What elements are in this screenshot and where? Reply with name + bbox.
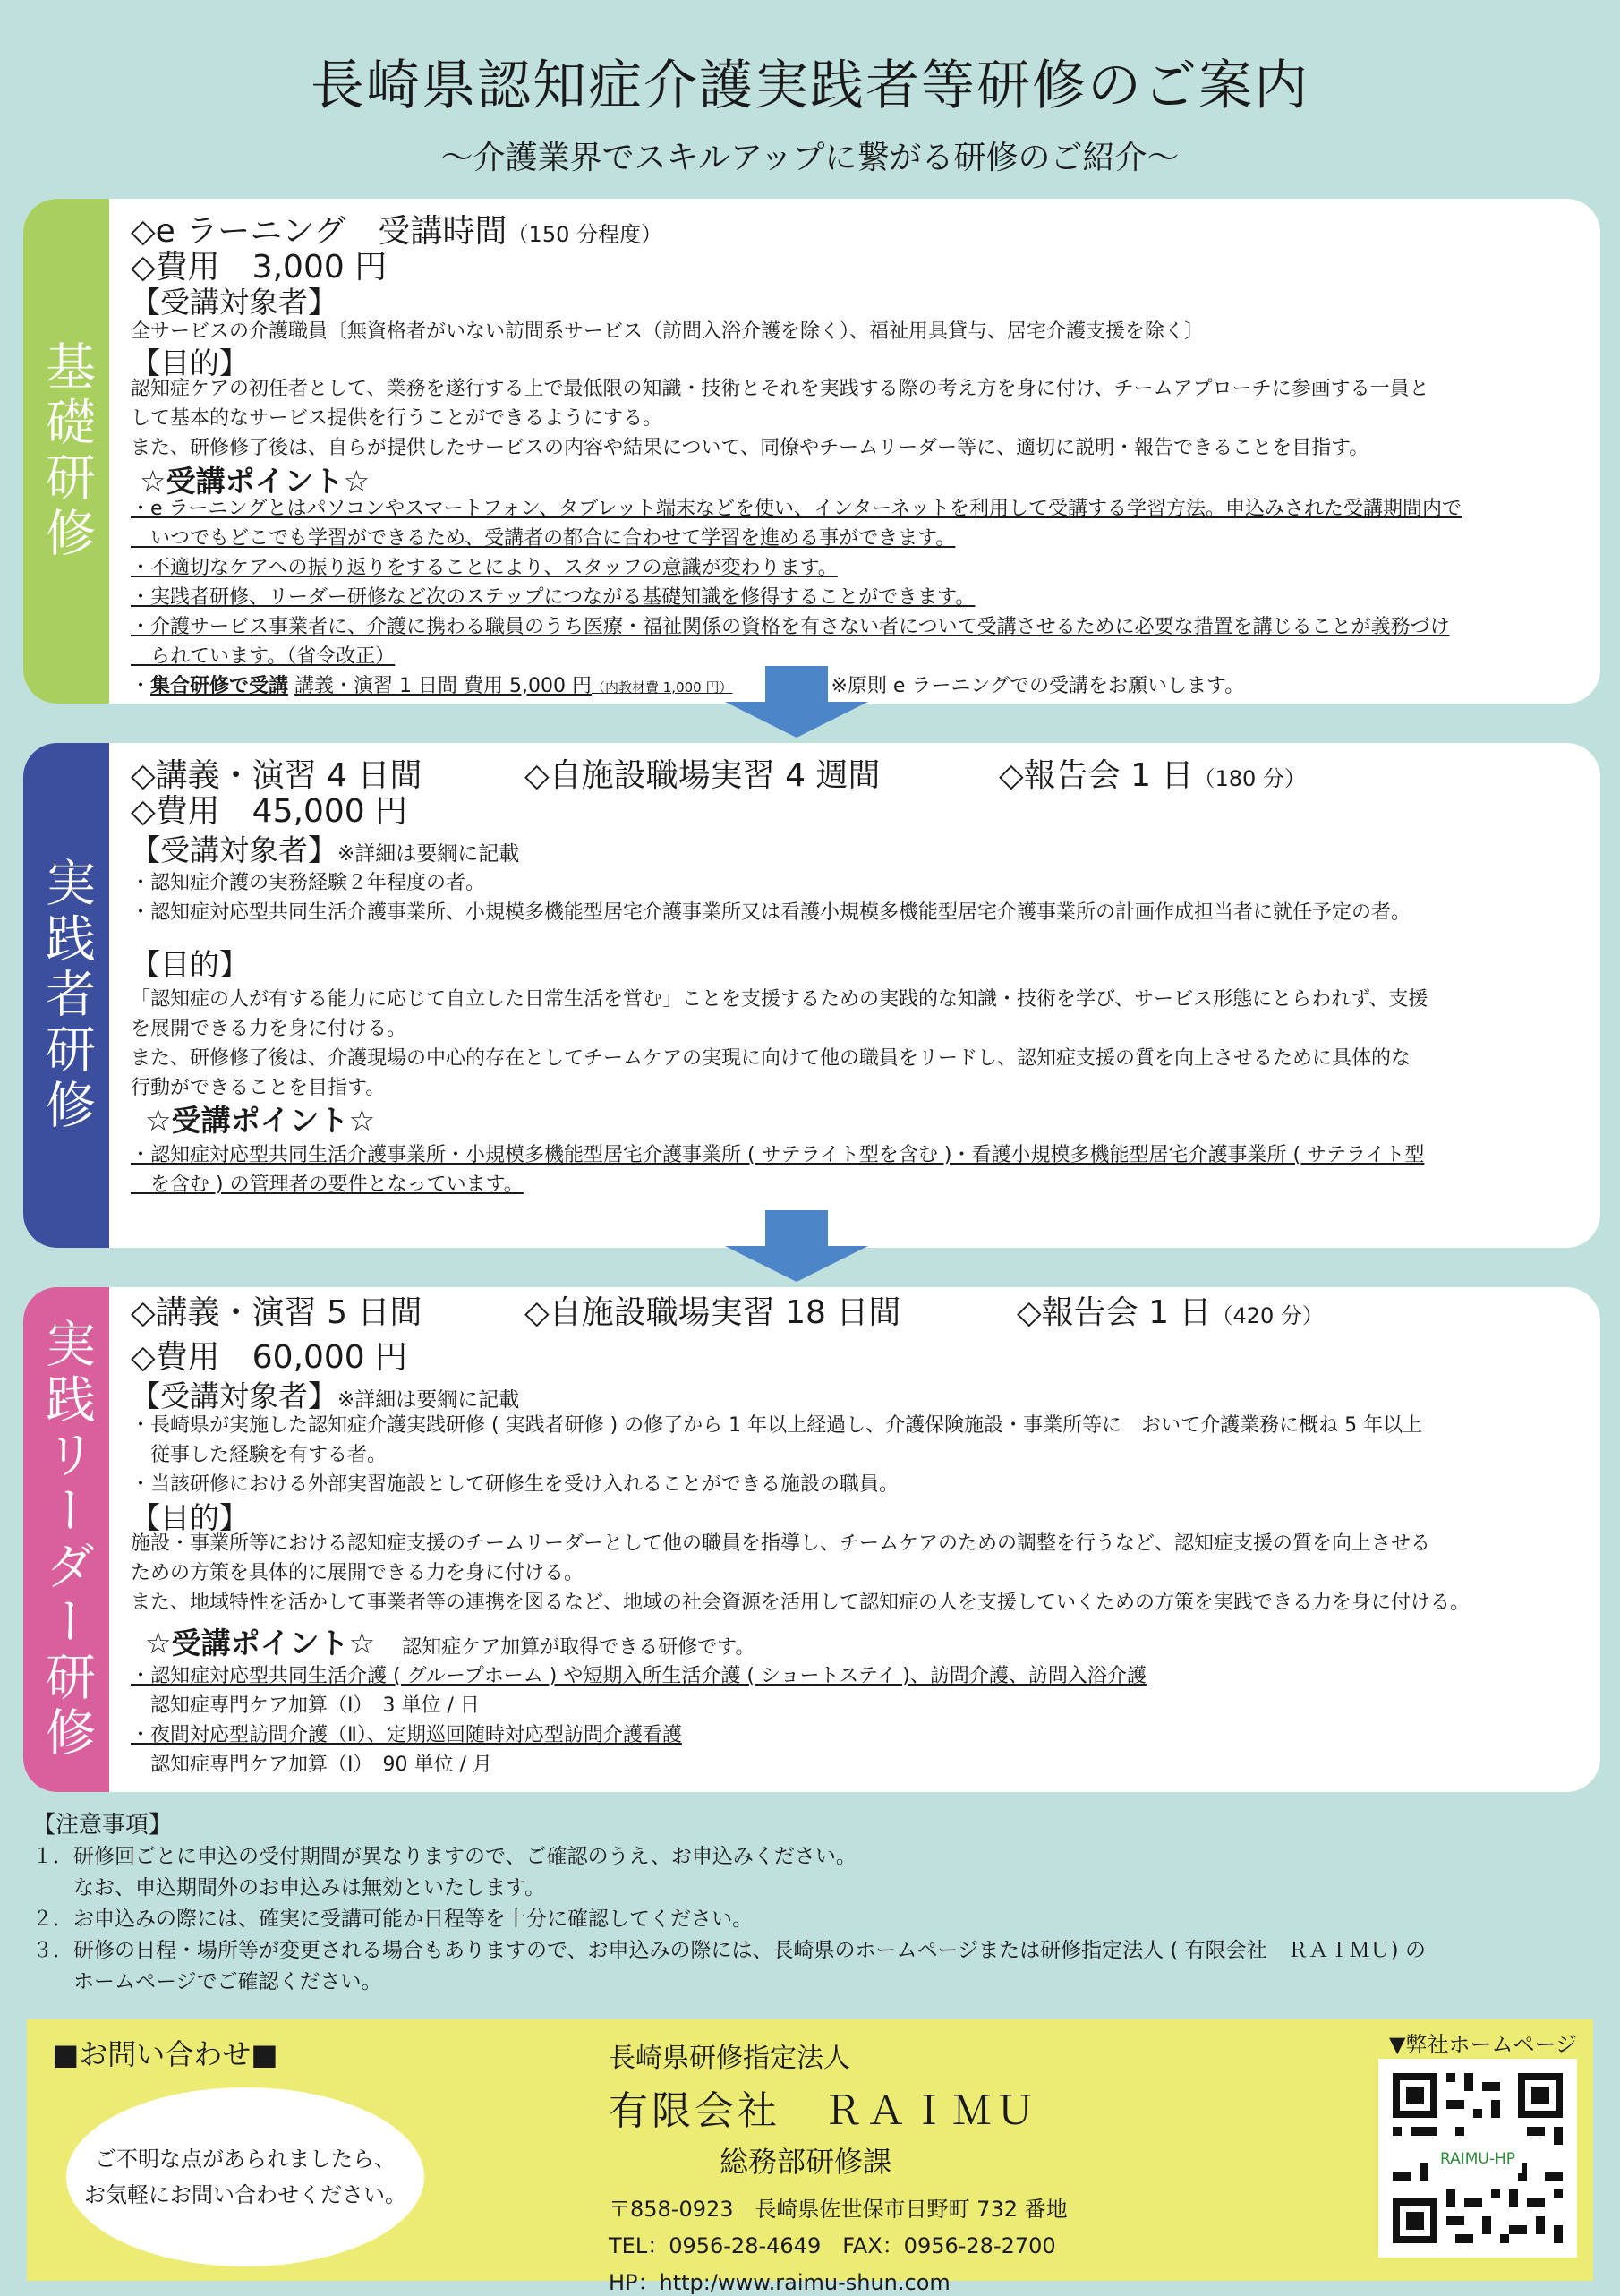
practitioner-target-heading: [131, 827, 519, 869]
leader-report: [1017, 1287, 1324, 1333]
basic-points-heading: ☆受講ポイント☆: [140, 464, 371, 499]
practitioner-target-note: ※詳細は要綱に記載: [337, 842, 520, 866]
basic-band-label: 基礎研修: [38, 340, 96, 562]
leader-point-2: ・夜間対応型訪問介護（Ⅱ）、定期巡回随時対応型訪問介護看護: [131, 1724, 682, 1746]
practitioner-band: [23, 743, 109, 1248]
section-basic: [23, 199, 1600, 704]
leader-points-label: ☆受講ポイント☆: [145, 1626, 376, 1660]
leader-fee: ◇費用 60,000 円: [131, 1339, 408, 1376]
section-leader: [23, 1287, 1600, 1792]
leader-content: [131, 1287, 1582, 1792]
practitioner-lecture: ◇講義・演習 4 日間: [131, 757, 422, 794]
basic-group-small: （内教材費 1,000 円）: [591, 679, 733, 696]
company-tel: TEL：0956-28-4649 FAX：0956-28-2700: [609, 2233, 1056, 2258]
section-practitioner: [23, 743, 1600, 1248]
basic-point-2: ・不適切なケアへの振り返りをすることにより、スタッフの意識が変わります。: [131, 557, 838, 579]
leader-target-label: 【受講対象者】: [131, 1378, 337, 1413]
qr-code-icon: [1378, 2059, 1577, 2258]
basic-group-text: 講義・演習 1 日間 費用 5,000 円: [294, 675, 592, 697]
contact-message-bubble: [66, 2087, 424, 2266]
basic-group-training: [131, 671, 1244, 703]
basic-elearning-label: ◇e ラーニング 受講時間: [131, 213, 507, 250]
practitioner-purpose-2: を展開できる力を身に付ける。: [131, 1018, 407, 1040]
basic-purpose-heading: 【目的】: [131, 346, 249, 380]
company-hp-link[interactable]: HP：http:/www.raimu-shun.com: [609, 2270, 951, 2295]
leader-report-time: （420 分）: [1211, 1303, 1324, 1328]
contact-message-1: ご不明な点があられましたら、: [95, 2147, 396, 2172]
contact-panel: [27, 2019, 1593, 2295]
leader-target-heading: [131, 1373, 519, 1415]
basic-point-3: ・実践者研修、リーダー研修など次のステップにつながる基礎知識を修得することができます。: [131, 586, 976, 609]
basic-purpose-3: また、研修修了後は、自らが提供したサービスの内容や結果について、同僚やチームリーダー等に、適切に説明・報告できることを目指す。: [131, 437, 1369, 459]
contact-title: ■お問い合わせ■: [52, 2037, 278, 2071]
notice-item-3: ３．研修の日程・場所等が変更される場合もありますので、お申込みの際には、長崎県のホームページまたは研修指定法人 ( 有限会社 ＲＡＩＭＵ) の: [32, 1939, 1426, 1962]
basic-group-bullet: ・: [131, 675, 151, 697]
basic-group-bold: 集合研修で受講: [150, 675, 289, 697]
notice-heading: 【注意事項】: [32, 1812, 173, 1839]
basic-content: [131, 199, 1582, 704]
basic-point-1b: いつでもどこでも学習ができるため、受講者の都合に合わせて学習を進める事ができます。: [131, 527, 956, 550]
notice-block: [32, 1810, 1426, 1998]
practitioner-point-1: ・認知症対応型共同生活介護事業所・小規模多機能型居宅介護事業所 ( サテライト型を含む )・看護小規模多機能型居宅介護事業所 ( サテライト型: [131, 1144, 1425, 1166]
practitioner-fee: ◇費用 45,000 円: [131, 793, 408, 830]
notice-item-1: １．研修回ごとに申込の受付期間が異なりますので、ご確認のうえ、お申込みください。: [32, 1845, 857, 1868]
basic-point-4: ・介護サービス事業者に、介護に携わる職員のうち医療・福祉関係の資格を有さない者について受講させるために必要な措置を講じることが義務づけ: [131, 616, 1450, 638]
company-address: 〒858-0923 長崎県佐世保市日野町 732 番地: [609, 2197, 1068, 2222]
practitioner-practicum: ◇自施設職場実習 4 週間: [524, 757, 881, 794]
practitioner-purpose-1: 「認知症の人が有する能力に応じて自立した日常生活を営む」ことを支援するための実践的な知識・技術を学び、サービス形態にとらわれず、支援: [131, 988, 1428, 1011]
notice-item-1b: なお、申込期間外のお申込みは無効といたします。: [32, 1876, 546, 1899]
basic-point-1: ・e ラーニングとはパソコンやスマートフォン、タブレット端末などを使い、インターネットを利用して受講する学習方法。申込みされた受講期間内で: [131, 498, 1462, 520]
practitioner-purpose-heading: 【目的】: [131, 947, 249, 982]
leader-band: [23, 1287, 109, 1792]
basic-target-text: 全サービスの介護職員〔無資格者がいない訪問系サービス（訪問入浴介護を除く）、福祉用具貸与、居宅介護支援を除く〕: [131, 320, 1205, 343]
basic-elearning-time: （150 分程度）: [507, 222, 662, 247]
notice-item-2: ２．お申込みの際には、確実に受講可能か日程等を十分に確認してください。: [32, 1908, 753, 1931]
leader-practicum: ◇自施設職場実習 18 日間: [524, 1294, 901, 1331]
basic-purpose-1: 認知症ケアの初任者として、業務を遂行する上で最低限の知識・技術とそれを実践する際の考え方を身に付け、チームアプローチに参画する一員と: [131, 378, 1429, 400]
practitioner-report: [999, 750, 1306, 796]
basic-point-4b: られています。（省令改正）: [131, 645, 396, 668]
leader-points-note: 認知症ケア加算が取得できる研修です。: [402, 1636, 755, 1659]
leader-point-2b: 認知症専門ケア加算（Ⅰ） 90 単位 / 月: [131, 1754, 492, 1776]
qr-label: ▼弊社ホームページ: [1389, 2032, 1577, 2057]
basic-target-heading: 【受講対象者】: [131, 285, 337, 320]
leader-lecture: ◇講義・演習 5 日間: [131, 1294, 422, 1331]
practitioner-report-label: ◇報告会 1 日: [999, 757, 1194, 794]
arrow-down-icon: [725, 666, 868, 738]
basic-group-note: ※原則 e ラーニングでの受講をお願いします。: [831, 675, 1245, 697]
leader-purpose-3: また、地域特性を活かして事業者等の連携を図るなど、地域の社会資源を活用して認知症の人を支援していくための方策を実践できる力を身に付ける。: [131, 1592, 1471, 1614]
practitioner-purpose-3: また、研修修了後は、介護現場の中心的存在としてチームケアの実現に向けて他の職員をリードし、認知症支援の質を向上させるために具体的な: [131, 1047, 1411, 1070]
qr-code[interactable]: [1378, 2059, 1577, 2258]
leader-target-note: ※詳細は要綱に記載: [337, 1388, 520, 1412]
practitioner-report-time: （180 分）: [1193, 766, 1306, 791]
arrow-down-icon-2: [725, 1210, 868, 1282]
leader-target-1b: 従事した経験を有する者。: [131, 1444, 388, 1466]
qr-text: RAIMU-HP: [1439, 2150, 1516, 2168]
leader-target-2: ・当該研修における外部実習施設として研修生を受け入れることができる施設の職員。: [131, 1473, 900, 1496]
page-title: 長崎県認知症介護実践者等研修のご案内: [311, 55, 1309, 117]
practitioner-target-1: ・認知症介護の実務経験２年程度の者。: [131, 872, 486, 894]
notice-item-3b: ホームページでご確認ください。: [32, 1970, 382, 1993]
company-info: [609, 2036, 1068, 2296]
practitioner-band-label: 実践者研修: [38, 857, 96, 1134]
leader-band-label: 実践リーダー研修: [38, 1318, 96, 1762]
company-org: 長崎県研修指定法人: [609, 2043, 850, 2074]
page-subtitle: ～介護業界でスキルアップに繋がる研修のご紹介～: [440, 140, 1180, 176]
leader-purpose-heading: 【目的】: [131, 1500, 249, 1535]
basic-purpose-2: して基本的なサービス提供を行うことができるようにする。: [131, 407, 663, 430]
leader-report-label: ◇報告会 1 日: [1017, 1294, 1212, 1331]
leader-points-heading: [145, 1620, 755, 1662]
practitioner-point-1b: を含む ) の管理者の要件となっています。: [131, 1174, 524, 1196]
practitioner-content: [131, 743, 1582, 1248]
leader-target-1: ・長崎県が実施した認知症介護実践研修 ( 実践者研修 ) の修了から 1 年以上経過し、介護保険施設・事業所等に おいて介護業務に概ね 5 年以上: [131, 1414, 1423, 1437]
leader-purpose-2: ための方策を具体的に展開できる力を身に付ける。: [131, 1562, 584, 1584]
practitioner-target-2: ・認知症対応型共同生活介護事業所、小規模多機能型居宅介護事業所又は看護小規模多機能型居宅介護事業所の計画作成担当者に就任予定の者。: [131, 901, 1411, 924]
contact-message-2: お気軽にお問い合わせください。: [84, 2182, 406, 2207]
practitioner-target-label: 【受講対象者】: [131, 832, 337, 867]
company-name: 有限会社 ＲＡＩＭＵ: [609, 2088, 1038, 2134]
leader-point-1: ・認知症対応型共同生活介護 ( グループホーム ) や短期入所生活介護 ( ショートステイ )、訪問介護、訪問入浴介護: [131, 1665, 1147, 1687]
leader-purpose-1: 施設・事業所等における認知症支援のチームリーダーとして他の職員を指導し、チームケアのための調整を行うなど、認知症支援の質を向上させる: [131, 1532, 1431, 1555]
basic-fee: ◇費用 3,000 円: [131, 249, 388, 286]
practitioner-purpose-4: 行動ができることを目指す。: [131, 1077, 386, 1099]
practitioner-points-heading: ☆受講ポイント☆: [145, 1103, 376, 1138]
company-dept: 総務部研修課: [720, 2145, 892, 2179]
basic-band: [23, 199, 109, 704]
leader-point-1b: 認知症専門ケア加算（Ⅰ） 3 単位 / 日: [131, 1694, 480, 1717]
